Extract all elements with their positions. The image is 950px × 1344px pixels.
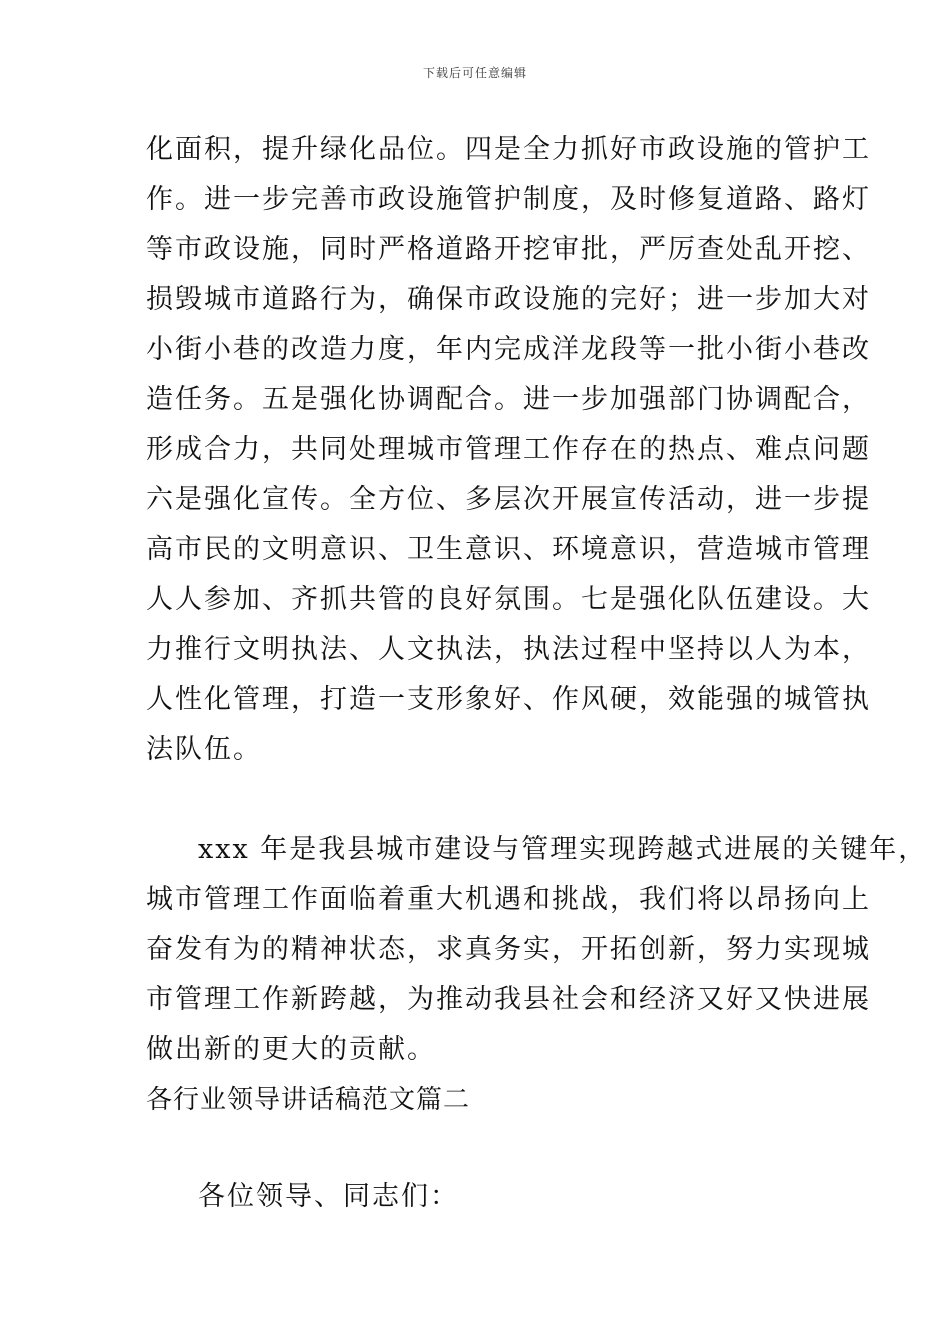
paragraph-line: 做出新的更大的贡献。: [146, 1034, 436, 1065]
paragraph-line: 城市管理工作面临着重大机遇和挑战，我们将以昂扬向上: [146, 884, 871, 915]
header-note: 下载后可任意编辑: [422, 66, 527, 80]
document-body: [146, 125, 928, 1125]
paragraph-line: xxx 年是我县城市建设与管理实现跨越式进展的关键年，: [198, 834, 928, 865]
paragraph-line: 六是强化宣传。全方位、多层次开展宣传活动，进一步提: [146, 484, 871, 515]
paragraph-line: 人人参加、齐抓共管的良好氛围。七是强化队伍建设。大: [146, 584, 871, 615]
paragraph-line: 法队伍。: [146, 734, 262, 765]
paragraph-line: 等市政设施，同时严格道路开挖审批，严厉查处乱开挖、: [146, 234, 871, 265]
paragraph-line: 高市民的文明意识、卫生意识、环境意识，营造城市管理: [146, 534, 871, 565]
paragraph-line: 小街小巷的改造力度，年内完成洋龙段等一批小街小巷改: [146, 334, 871, 365]
paragraph-line: 人性化管理，打造一支形象好、作风硬，效能强的城管执: [146, 684, 871, 715]
salutation: 各位领导、同志们：: [198, 1181, 459, 1212]
paragraph-line: 奋发有为的精神状态，求真务实，开拓创新，努力实现城: [146, 934, 871, 965]
section-heading: 各行业领导讲话稿范文篇二: [146, 1085, 471, 1115]
paragraph-line: 形成合力，共同处理城市管理工作存在的热点、难点问题: [146, 434, 871, 465]
paragraph-line: 造任务。五是强化协调配合。进一步加强部门协调配合，: [146, 384, 871, 415]
paragraph-line: 市管理工作新跨越，为推动我县社会和经济又好又快进展: [146, 984, 871, 1015]
paragraph-line: 力推行文明执法、人文执法，执法过程中坚持以人为本，: [146, 634, 871, 665]
paragraph-line: 作。进一步完善市政设施管护制度，及时修复道路、路灯: [146, 184, 871, 215]
paragraph-line: 损毁城市道路行为，确保市政设施的完好；进一步加大对: [146, 284, 871, 315]
paragraph-line: 化面积，提升绿化品位。四是全力抓好市政设施的管护工: [146, 134, 871, 165]
